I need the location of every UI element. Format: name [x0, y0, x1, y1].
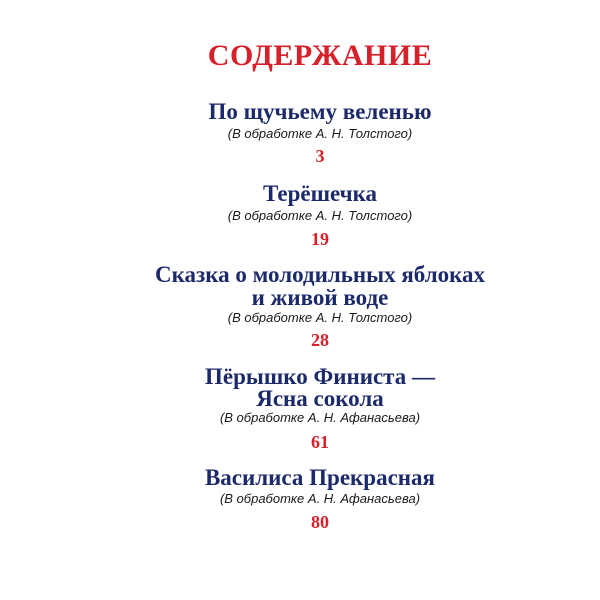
entry-page-number: 28 [311, 330, 329, 350]
entry-note: (В обработке А. Н. Толстого) [227, 208, 413, 223]
entry-title: По щучьему веленью [208, 99, 432, 124]
entry-note: (В обработке А. Н. Толстого) [227, 126, 413, 141]
page-title: СОДЕРЖАНИЕ [207, 39, 433, 72]
entry-note: (В обработке А. Н. Афанасьева) [219, 410, 421, 425]
entry-page-number: 19 [311, 229, 329, 249]
entry-note: (В обработке А. Н. Толстого) [227, 310, 413, 325]
entry-page-number: 61 [311, 432, 329, 452]
entry-title: Сказка о молодильных яблоках [154, 262, 486, 287]
entry-note: (В обработке А. Н. Афанасьева) [219, 491, 421, 506]
entry-title: Василиса Прекрасная [204, 465, 436, 490]
entry-title-continued: Ясна сокола [256, 386, 384, 411]
entry-title: Терёшечка [262, 181, 378, 206]
entry-page-number: 80 [311, 512, 329, 532]
entry-page-number: 3 [315, 146, 325, 166]
entry-title: Пёрышко Финиста — [204, 364, 435, 389]
entry-title-continued: и живой воде [251, 285, 389, 310]
